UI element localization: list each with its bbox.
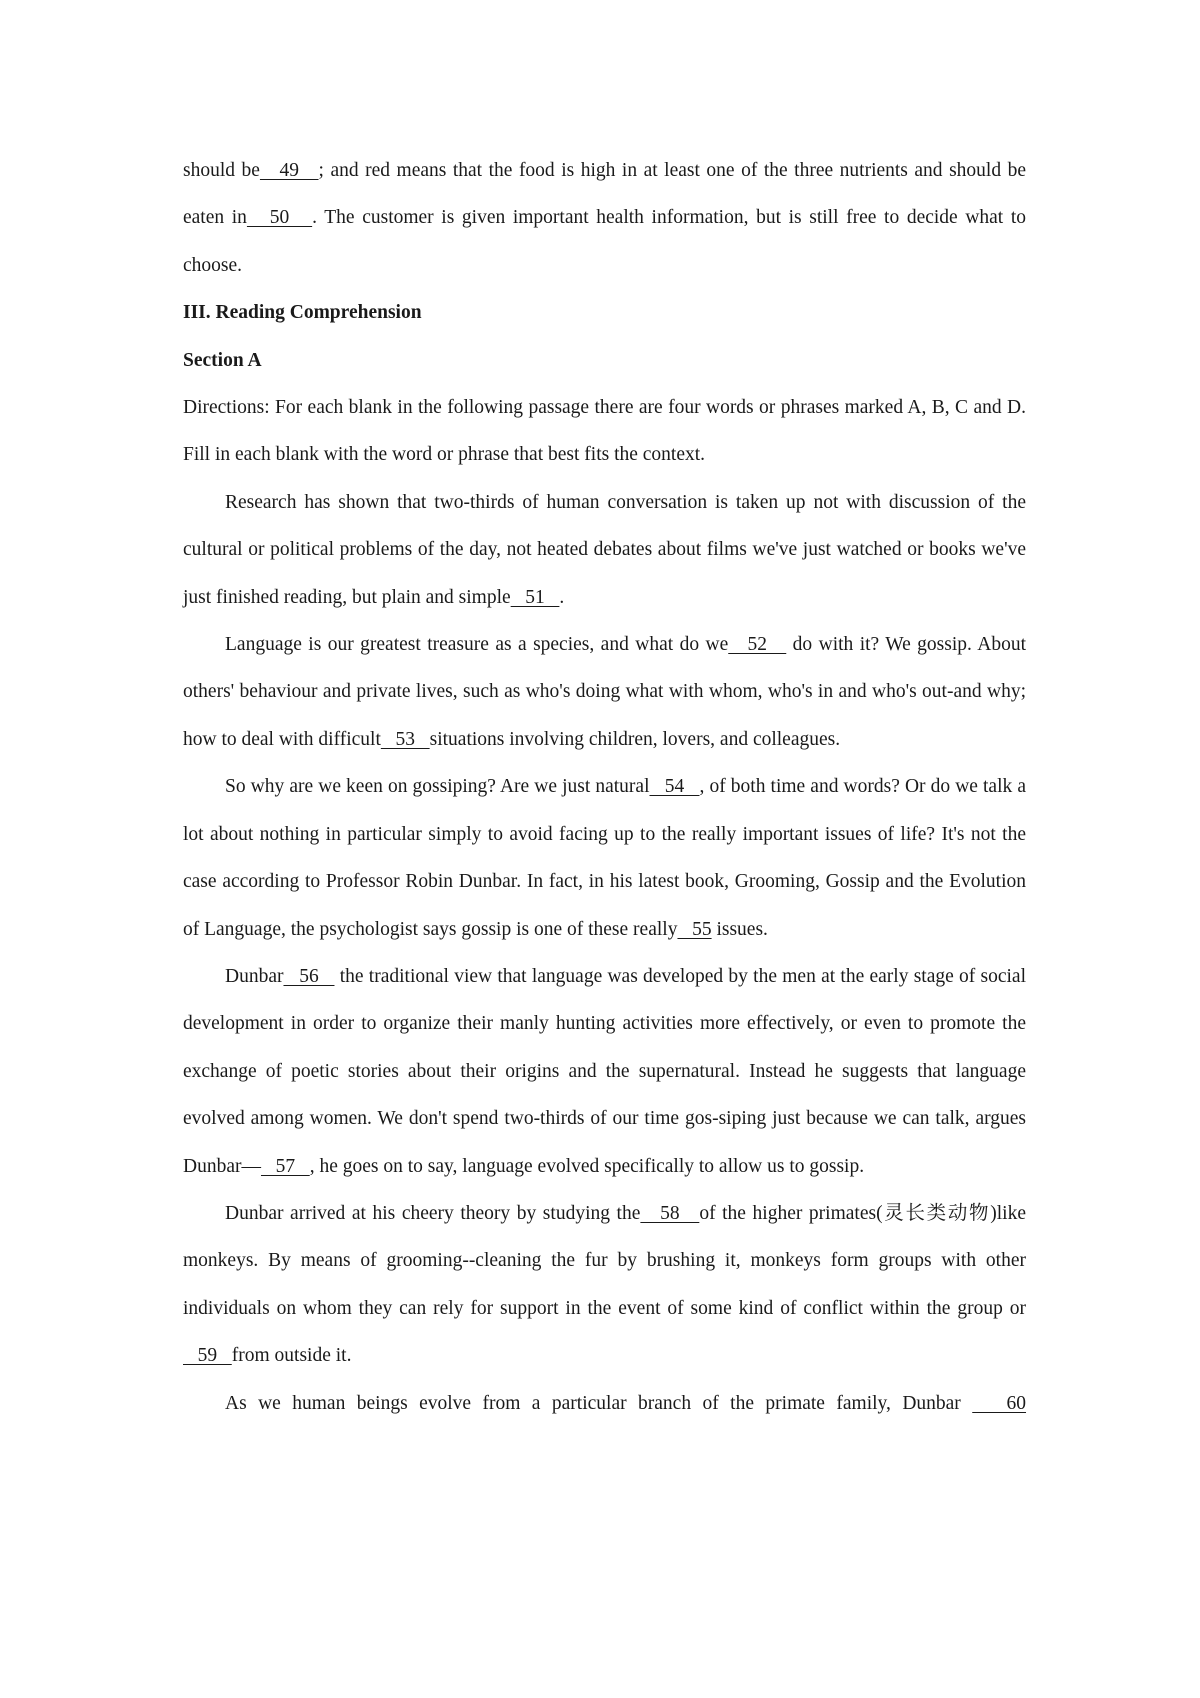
intro-paragraph [183, 147, 1026, 289]
text-run: As we human beings evolve from a particular branch of the primate family, Dunbar [225, 1392, 973, 1414]
passage-paragraph-4 [183, 953, 1026, 1190]
text-run: Research has shown that two-thirds of human conversation is taken up not with discussion of the cultural or political problems of the day, not heated debates about films we've just watched or books we've just finished reading, but plain and simple [183, 491, 1026, 608]
text-run: Dunbar arrived at his cheery theory by studying the [225, 1202, 641, 1224]
section-heading: Section A [183, 349, 262, 371]
passage-paragraph-2 [183, 621, 1026, 763]
blank-56: 56 [283, 965, 335, 987]
passage-paragraph-1 [183, 479, 1026, 621]
text-run: do with it? We gossip. About others' behaviour and private lives, such as who's doing what with whom, who's in and who's out-and why; how to deal with difficult [183, 634, 1026, 750]
text-run: , of both time and words? Or do we talk a lot about nothing in particular simply to avoid facing up to the really important issues of life? It's not the case according to Professor Robin Dunbar. In fact, in his latest book, Grooming, Gossip and the Evolution of Language, the psychologist says gossip is one of these really [183, 776, 1026, 940]
part-heading: III. Reading Comprehension [183, 302, 422, 324]
blank-51: 51 [510, 586, 560, 608]
blank-53: 53 [380, 728, 430, 750]
blank-57: 57 [260, 1155, 310, 1177]
blank-50: 50 [246, 207, 313, 229]
text-run: of the higher primates(灵长类动物)like monkeys. By means of grooming--cleaning the fur by brushing it, monkeys form groups with other individuals on whom they can rely for support in the event of some kind of conflict within the group or [183, 1202, 1026, 1319]
text-run: from outside it. [231, 1345, 352, 1367]
text-run: . [559, 586, 565, 608]
passage-paragraph-3 [183, 763, 1026, 953]
blank-52: 52 [728, 634, 787, 656]
blank-49: 49 [259, 160, 319, 181]
blank-60: 60 [972, 1392, 1027, 1414]
text-run: Dunbar [225, 965, 284, 987]
blank-58: 58 [640, 1202, 700, 1224]
passage-paragraph-5 [183, 1190, 1026, 1380]
blank-54: 54 [649, 776, 700, 798]
text-run: situations involving children, lovers, and colleagues. [429, 728, 841, 750]
text-run: should be [183, 160, 260, 181]
blank-55: 55 [677, 918, 712, 940]
text-run: issues. [711, 918, 768, 940]
passage-paragraph-6 [183, 1380, 1026, 1427]
text-run: Language is our greatest treasure as a species, and what do we [225, 634, 729, 656]
text-run: , he goes on to say, language evolved specifically to allow us to gossip. [309, 1155, 865, 1177]
text-run: . The customer is given important health information, but is still free to decide what to choose. [183, 207, 1027, 276]
text-run: the traditional view that language was developed by the men at the early stage of social development in order to organize their manly hunting activities more effectively, or even to promote the exchange of poetic stories about their origins and the supernatural. Instead he suggests that language evolved among women. We don't spend two-thirds of our time gos-siping just because we can talk, argues Dunbar— [183, 965, 1026, 1177]
directions-paragraph: Directions: For each blank in the following passage there are four words or phrases marked A, B, C and D. Fill in each blank with the word or phrase that best fits the context. [183, 397, 1026, 466]
text-run: So why are we keen on gossiping? Are we just natural [225, 776, 650, 798]
document-page [183, 147, 1026, 1427]
text-run: ; and red means that the food is high in at least one of the three nutrients and should be eaten in [183, 160, 1026, 229]
blank-59: 59 [183, 1345, 232, 1367]
